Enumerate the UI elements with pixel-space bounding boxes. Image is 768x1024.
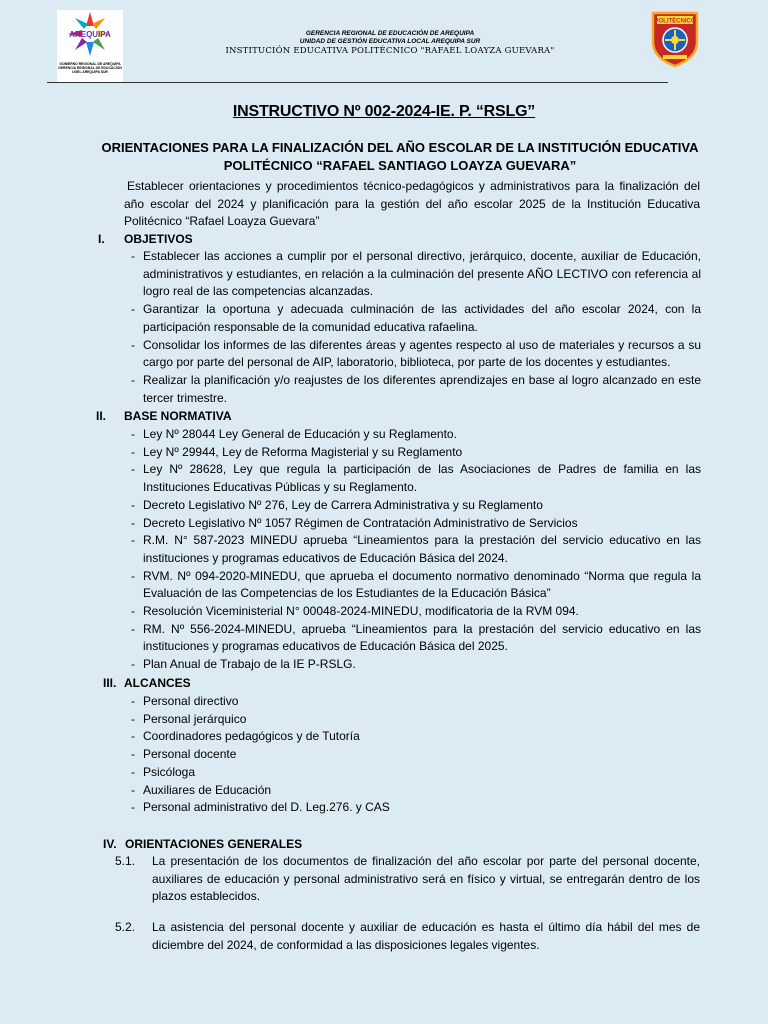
list-item: - Personal jerárquico — [131, 711, 701, 729]
list-item: - Consolidar los informes de las diferentes áreas y agentes respecto al uso de materiales y recursos a su cargo por parte del personal de AIP, laboratorio, biblioteca, por parte de los docentes y estudiantes. — [131, 337, 701, 372]
logo-caption-line: UGEL AREQUIPA SUR — [72, 70, 108, 74]
document-subtitle — [100, 139, 700, 175]
logo-caption-line: GOBIERNO REGIONAL DE AREQUIPA — [59, 62, 121, 66]
section-number: I. — [98, 232, 105, 246]
base-normativa-list — [131, 426, 701, 674]
list-item: - RVM. Nº 094-2020-MINEDU, que aprueba el documento normativo denominado “Norma que regula la Evaluación de las Competencias de los Estudiantes de la Educación Básica” — [131, 568, 701, 603]
intro-paragraph: Establecer orientaciones y procedimientos técnico-pedagógicos y administrativos para la finalización del año escolar del 2024 y planificación para la gestión del año escolar 2025 de la Institución Educativa Politécnico “Rafael Loayza Guevara” — [124, 179, 700, 228]
shield-text: POLITÉCNICO — [654, 18, 696, 25]
section-number: II. — [96, 409, 107, 423]
list-item: - Psicóloga — [131, 764, 701, 782]
section-number: III. — [103, 676, 117, 690]
item-text: La asistencia del personal docente y auxiliar de educación es hasta el último día hábil del mes de diciembre del 2024, de conformidad a las disposiciones legales vigentes. — [152, 920, 700, 952]
logo-caption-line: GERENCIA REGIONAL DE EDUCACIÓN — [58, 66, 122, 70]
politecnico-shield-logo — [650, 10, 700, 68]
list-item: - Decreto Legislativo Nº 1057 Régimen de Contratación Administrativo de Servicios — [131, 515, 701, 533]
list-item: - Ley Nº 28628, Ley que regula la participación de las Asociaciones de Padres de familia en las Instituciones Educativas Públicas y su Reglamento. — [131, 461, 701, 496]
objetivos-list — [131, 248, 701, 407]
document-header — [0, 0, 768, 90]
shield-icon — [650, 10, 700, 68]
section-label: ORIENTACIONES GENERALES — [125, 837, 303, 851]
section-label: OBJETIVOS — [124, 232, 193, 246]
header-divider — [47, 82, 668, 83]
arequipa-logo-mark — [57, 10, 123, 62]
subtitle-line-1: ORIENTACIONES PARA LA FINALIZACIÓN DEL AÑO ESCOLAR DE LA INSTITUCIÓN EDUCATIVA — [101, 140, 699, 155]
list-item: - R.M. N° 587-2023 MINEDU aprueba “Lineamientos para la prestación del servicio educativo en las instituciones y programas educativos de Educación Básica del 2024. — [131, 532, 701, 567]
section-number: IV. — [103, 837, 117, 851]
orientacion-item-5-2 — [115, 919, 700, 954]
list-item: - RM. Nº 556-2024-MINEDU, aprueba “Lineamientos para la prestación del servicio educativo en las instituciones y programas educativos de Educación Básica del 2025. — [131, 621, 701, 656]
header-text-block — [150, 30, 630, 57]
list-item: - Realizar la planificación y/o reajustes de los diferentes aprendizajes en base al logro alcanzado en este tercer trimestre. — [131, 372, 701, 407]
arequipa-logo-text: AREQUIPA — [69, 30, 111, 39]
item-number: 5.1. — [115, 854, 136, 868]
list-item: - Ley Nº 29944, Ley de Reforma Magisterial y su Reglamento — [131, 444, 701, 462]
list-item: - Personal docente — [131, 746, 701, 764]
orientacion-item-5-1 — [115, 853, 700, 906]
list-item: - Plan Anual de Trabajo de la IE P-RSLG. — [131, 656, 701, 674]
alcances-list — [131, 693, 701, 817]
arequipa-logo-caption — [57, 62, 123, 74]
list-item: - Garantizar la oportuna y adecuada culminación de las actividades del año escolar 2024, con la participación responsable de la comunidad educativa rafaelina. — [131, 301, 701, 336]
section-label: BASE NORMATIVA — [124, 409, 232, 423]
item-number: 5.2. — [115, 920, 136, 934]
section-label: ALCANCES — [124, 676, 191, 690]
list-item: - Establecer las acciones a cumplir por el personal directivo, jerárquico, docente, auxiliar de Educación, administrativos y estudiantes, en relación a la culminación del presente AÑO LECTIVO con referencia al logro real de las competencias alcanzadas. — [131, 248, 701, 301]
list-item: - Coordinadores pedagógicos y de Tutoría — [131, 728, 701, 746]
item-text: La presentación de los documentos de finalización del año escolar por parte del personal docente, auxiliares de educación y personal administrativo será en físico y virtual, se entregarán dentro de los plazos establecidos. — [152, 854, 700, 903]
arequipa-logo — [57, 10, 123, 82]
list-item: - Auxiliares de Educación — [131, 782, 701, 800]
list-item: - Decreto Legislativo Nº 276, Ley de Carrera Administrativa y su Reglamento — [131, 497, 701, 515]
list-item: - Personal administrativo del D. Leg.276. y CAS — [131, 799, 701, 817]
header-line-institution: INSTITUCIÓN EDUCATIVA POLITÉCNICO "RAFAEL LOAYZA GUEVARA" — [225, 46, 555, 56]
document-title: INSTRUCTIVO Nº 002-2024-IE. P. “RSLG” — [232, 103, 536, 120]
subtitle-line-2: POLITÉCNICO “RAFAEL SANTIAGO LOAYZA GUEVARA” — [223, 158, 577, 173]
header-line-gre: GERENCIA REGIONAL DE EDUCACIÓN DE AREQUIPA — [305, 30, 475, 37]
list-item: - Resolución Viceministerial N° 00048-2024-MINEDU, modificatoria de la RVM 094. — [131, 603, 701, 621]
list-item: - Ley Nº 28044 Ley General de Educación y su Reglamento. — [131, 426, 701, 444]
list-item: - Personal directivo — [131, 693, 701, 711]
header-line-ugel: UNIDAD DE GESTIÓN EDUCATIVA LOCAL AREQUIPA SUR — [299, 38, 481, 45]
